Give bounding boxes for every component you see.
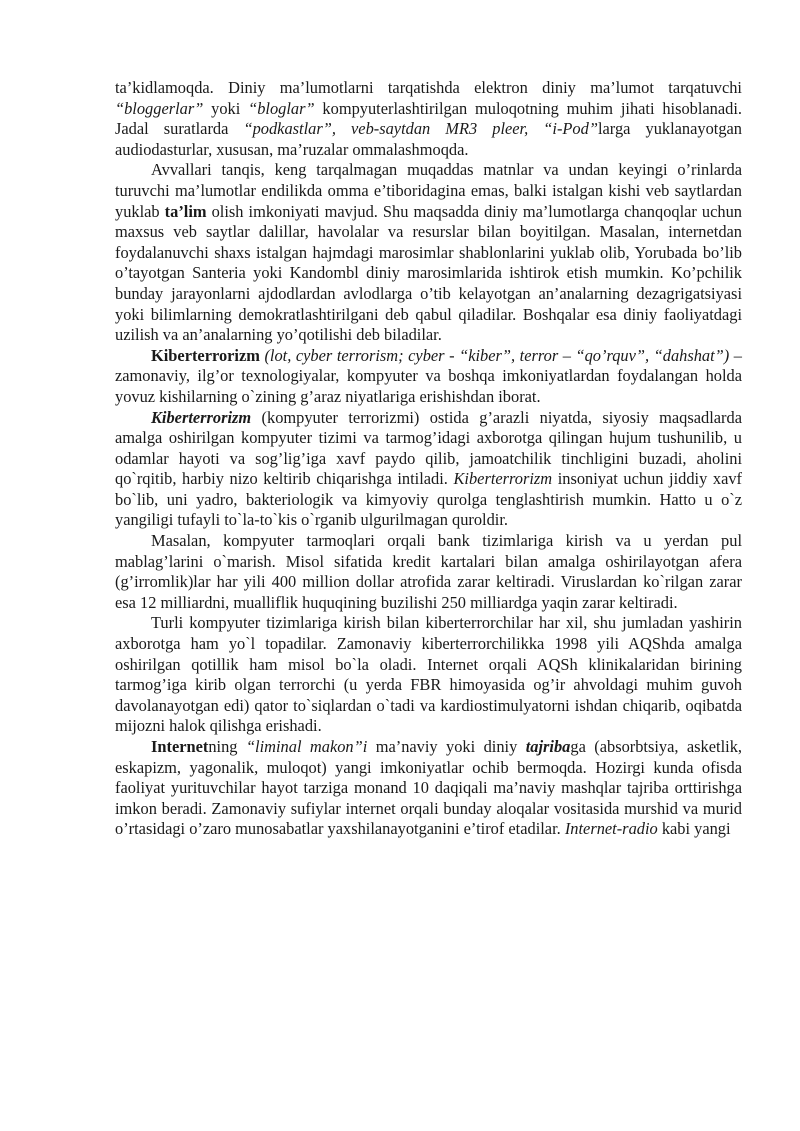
paragraph [115,78,742,160]
text-run: Masalan, kompyuter tarmoqlari orqali bank tizimlariga kirish va u yerdan pul mablag’larini o`marish. Misol sifatida kredit kartalari bilan amalga oshirilayotgan afera (g’irromlik)lar har yili 400 million dollar atrofida zarar keltiradi. Viruslardan ko`rilgan zarar esa 12 milliardni, mualliflik huquqining buzilishi 250 milliardga yaqin zarar keltiradi. [115,531,742,612]
text-run: “bloglar” [248,98,315,118]
paragraph [115,160,742,345]
text-run: ning [208,737,246,756]
text-run: ta’lim [164,201,207,221]
text-run: larga yuklanayotgan audiodasturlar, xususan, ma’ruzalar ommalashmoqda. [115,119,742,159]
text-run: Kiberterrorizm [453,469,553,489]
paragraph [115,737,742,840]
text-run: Avvallari tanqis, keng tarqalmagan muqaddas matnlar va undan keyingi o’rinlarda turuvchi ma’lumotlar endilikda omma e’tiboridagina emas, balki istalgan kishi veb saytlardan yuklab [115,160,742,221]
text-run: tajriba [525,737,571,756]
paragraph [115,346,742,408]
text-run: (lot, cyber terrorism; cyber - “kiber”, terror – “qo’rquv”, “dahshat”) [259,345,730,365]
text-run: ga (absorbtsiya, asketlik, eskapizm, yagonalik, muloqot) yangi imkoniyatlar ochib bermoqda. Hozirgi kunda ofisda faoliyat yurituvchilar hayot tarziga monand 10 daqiqali ma’naviy mashqlar tajriba orttirishga imkon beradi. Zamonaviy sufiylar internet orqali bunday aloqalar vositasida murshid va murid o’rtasidagi o’zaro munosabatlar yaxshilanayotganini e’tirof etadilar. [115,737,742,839]
text-run: yoki [203,98,249,118]
paragraph [115,531,742,613]
text-run: olish imkoniyati mavjud. Shu maqsadda diniy ma’lumotlarga chanqoqlar uchun maxsus veb saytlar dalillar, havolalar va resurslar bilan boyitilgan. Masalan, internetdan foydalanuvchi shaxs istalgan hajmdagi marosimlar shablonlarini yuklab olib, Yorubada bo’lib o’tayotgan Santeria yoki Kandombl diniy marosimlarida ishtirok etish mumkin. Ko’pchilik bunday jarayonlarni ajdodlardan avlodlarga o’tib kelayotgan an’analarning dezagrigatsiyasi yoki bilimlarning demokratlashtirilgani deb qabul qiladilar. Boshqalar esa diniy faoliyatdagi uzilish va an’analarning yo’qotilishi deb biladilar. [115,201,742,345]
text-run: Kiberterrorizm [151,407,252,427]
text-run: “liminal makon”i [245,737,368,756]
text-run: Kiberterrorizm [151,345,260,365]
text-run: (kompyuter terrorizmi) ostida g’arazli niyatda, siyosiy maqsadlarda amalga oshirilgan kompyuter tizimi va tarmog’idagi axborotga qilingan hujum tushunilib, u odamlar hayoti va sog’lig’iga xavf paydo qilib, jamoatchilik tinchligini buzadi, aholini qo`rqitib, harbiy nizo keltirib chiqarishga intiladi. [115,407,742,489]
text-run: Turli kompyuter tizimlariga kirish bilan kiberterrorchilar har xil, shu jumladan yashirin axborotga ham yo`l topadilar. Zamonaviy kiberterrorchilikka 1998 yili AQShda amalga oshirilgan qotillik ham misol bo`la oladi. Internet orqali AQSh klinikalaridan birining tarmog’iga kirib olgan terrorchi (u yerda FBR himoyasida og’ir ahvoldagi muhim guvoh davolanayotgan edi) qator to`siqlardan o`tadi va kardiostimulyatorni ishdan chiqarib, oqibatda mijozni halok qilishga erishadi. [115,613,742,736]
text-run: insoniyat uchun jiddiy xavf bo`lib, uni yadro, bakteriologik va kimyoviy qurolga tenglashtirish mumkin. Hatto u o`z yangiligi tufayli to`la-to`kis o`rganib ulgurilmagan quroldir. [115,469,742,530]
text-run: ta’kidlamoqda. Diniy ma’lumotlarni tarqatishda elektron diniy ma’lumot tarqatuvchi [115,78,742,97]
document-page [115,78,742,840]
text-run: ma’naviy yoki diniy [367,737,526,756]
text-run: kompyuterlashtirilgan muloqotning muhim jihati hisoblanadi. Jadal suratlarda [115,98,742,139]
text-run: – zamonaviy, ilg’or texnologiyalar, kompyuter va boshqa imkoniyatlardan foydalangan holda yovuz kishilarning o`zining g’araz niyatlariga erishishdan iborat. [115,345,742,406]
text-run: Internet-radio [564,819,658,839]
paragraph [115,613,742,737]
text-run: Internet [151,737,209,756]
text-run: “podkastlar”, veb-saytdan MR3 pleer, “i-Pod” [243,119,598,139]
paragraph [115,408,742,532]
text-run: “bloggerlar” [115,98,204,118]
text-run: kabi yangi [657,819,731,839]
